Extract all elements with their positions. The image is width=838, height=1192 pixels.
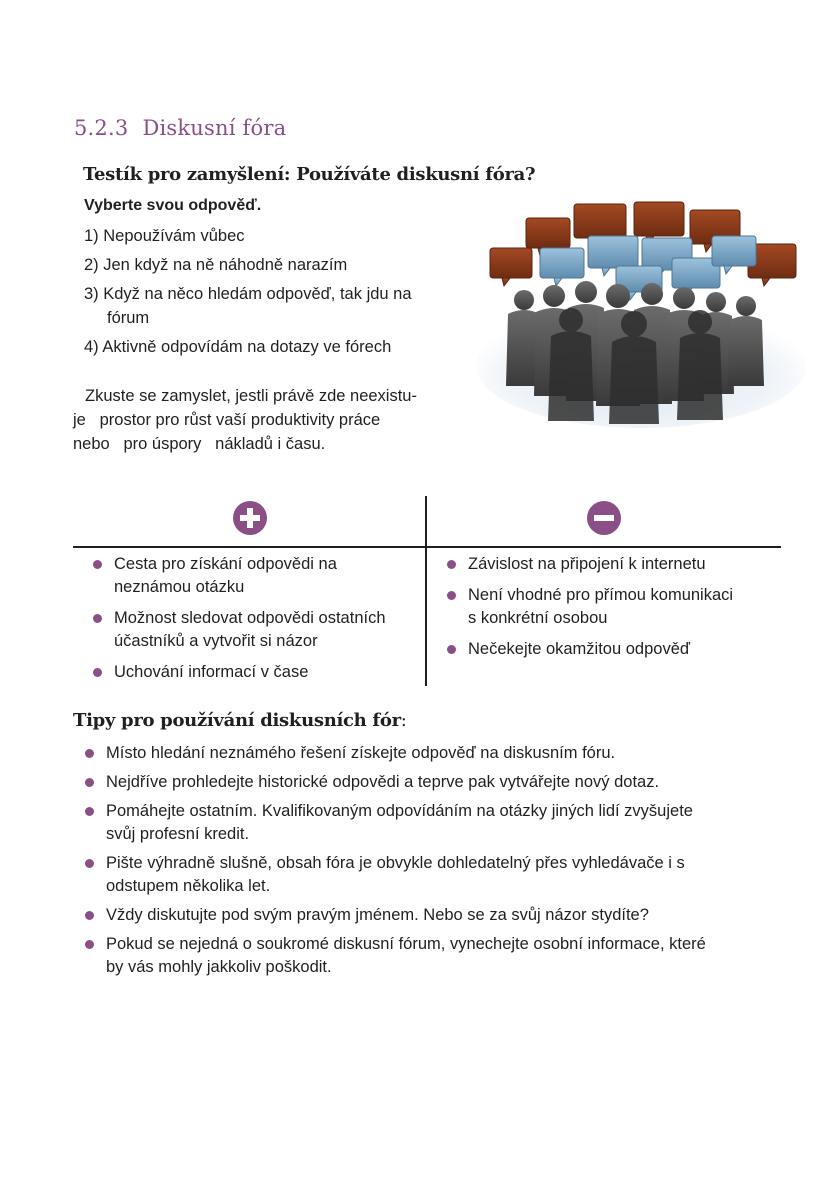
quiz-subtitle: Vyberte svou odpověď.	[84, 197, 262, 214]
tips-item: Místo hledání neznámého řešení získejte odpověď na diskusním fóru.	[82, 742, 802, 765]
quiz-option: 4) Aktivně odpovídám na dotazy ve fórech	[84, 338, 392, 356]
pros-item: Možnost sledovat odpovědi ostatních účastníků a vytvořit si názor	[90, 607, 420, 653]
minus-circle-icon	[587, 501, 621, 535]
tips-item: Vždy diskutujte pod svým pravým jménem. Nebo se za svůj názor stydíte?	[82, 904, 802, 927]
pros-item: Cesta pro získání odpovědi na neznámou otázku	[90, 553, 420, 599]
tips-item: Pište výhradně slušně, obsah fóra je obvykle dohledatelný přes vyhledávače i s odstupem několika let.	[82, 852, 802, 898]
pros-item: Uchování informací v čase	[90, 661, 420, 684]
section-heading	[74, 116, 286, 140]
cons-item: Závislost na připojení k internetu	[444, 553, 784, 576]
tips-list	[82, 742, 802, 985]
quiz-title: Testík pro zamyšlení: Používáte diskusní fóra?	[83, 164, 536, 185]
plus-circle-icon	[233, 501, 267, 535]
section-number: 5.2.3	[74, 116, 129, 140]
section-title: Diskusní fóra	[142, 116, 287, 140]
quiz-note: Zkuste se zamyslet, jestli právě zde neexistu- je prostor pro růst vaší produktivity práce nebo pro úspory nákladů i času.	[73, 387, 417, 453]
pros-list	[90, 553, 420, 692]
tips-item: Nejdříve prohledejte historické odpovědi a teprve pak vytvářejte nový dotaz.	[82, 771, 802, 794]
quiz-option: 1) Nepoužívám vůbec	[84, 227, 245, 245]
tips-title: Tipy pro používání diskusních fór:	[73, 710, 407, 731]
cons-item: Není vhodné pro přímou komunikaci s konkrétní osobou	[444, 584, 784, 630]
quiz-option: 2) Jen když na ně náhodně narazím	[84, 256, 348, 274]
cons-item: Nečekejte okamžitou odpověď	[444, 638, 784, 661]
tips-item: Pokud se nejedná o soukromé diskusní fórum, vynechejte osobní informace, které by vás mohly jakkoliv poškodit.	[82, 933, 802, 979]
tips-item: Pomáhejte ostatním. Kvalifikovaným odpovídáním na otázky jiných lidí zvyšujete svůj profesní kredit.	[82, 800, 802, 846]
quiz-option: 3) Když na něco hledám odpověď, tak jdu na fórum	[84, 285, 412, 327]
discussion-crowd-illustration	[476, 196, 806, 428]
table-divider-horizontal	[73, 546, 781, 548]
quiz-options	[84, 224, 474, 364]
cons-list	[444, 553, 784, 669]
table-divider-vertical	[425, 496, 427, 686]
